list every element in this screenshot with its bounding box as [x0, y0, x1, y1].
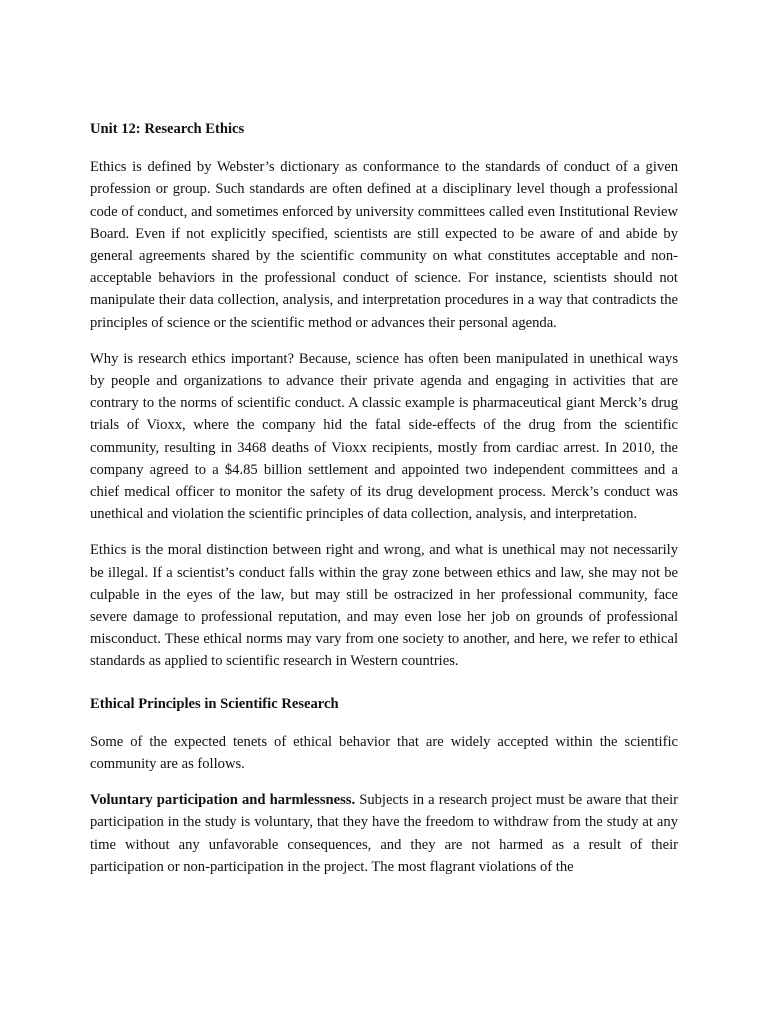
voluntary-participation-text: Subjects in a research project must be aware that their participation in the study is voluntary, that they have the freedom to withdraw from the study at any time without any unfavorable consequences, and they are not harmed as a result of their participation or non-participation in the project. The most flagrant violations of the	[90, 792, 678, 875]
section-heading: Ethical Principles in Scientific Research	[90, 695, 339, 712]
document-page	[90, 118, 678, 892]
unit-title: Unit 12: Research Ethics	[90, 121, 245, 137]
paragraph-ethics-definition: Ethics is defined by Webster’s dictionary as conformance to the standards of conduct of a given profession or group. Such standards are often defined at a disciplinary level though a professional code of conduct, and sometimes enforced by university committees called even Institutional Review Board. Even if not explicitly specified, scientists are still expected to be aware of and abide by general agreements shared by the scientific community on what constitutes acceptable and non-acceptable behaviors in the professional conduct of science. For instance, scientists should not manipulate their data collection, analysis, and interpretation procedures in a way that contradicts the principles of science or the scientific method or advances their personal agenda.	[90, 159, 678, 331]
paragraph-research-ethics-importance: Why is research ethics important? Because, science has often been manipulated in unethical ways by people and organizations to advance their private agenda and engaging in activities that are contrary to the norms of scientific conduct. A classic example is pharmaceutical giant Merck’s drug trials of Vioxx, where the company hid the fatal side-effects of the drug from the scientific community, resulting in 3468 deaths of Vioxx recipients, mostly from cardiac arrest. In 2010, the company agreed to a $4.85 billion settlement and appointed two independent committees and a chief medical officer to monitor the safety of its drug development process. Merck’s conduct was unethical and violation the scientific principles of data collection, analysis, and interpretation.	[90, 350, 678, 523]
paragraph-voluntary-participation	[90, 789, 678, 878]
paragraph-ethics-vs-law: Ethics is the moral distinction between right and wrong, and what is unethical may not necessarily be illegal. If a scientist’s conduct falls within the gray zone between ethics and law, she may not be culpable in the eyes of the law, but may still be ostracized in her professional community, face severe damage to professional reputation, and may even lose her job on grounds of professional misconduct. These ethical norms may vary from one society to another, and here, we refer to ethical standards as applied to scientific research in Western countries.	[90, 542, 678, 670]
voluntary-participation-heading: Voluntary participation and harmlessness.	[90, 792, 356, 809]
paragraph-tenets-intro: Some of the expected tenets of ethical behavior that are widely accepted within the scientific community are as follows.	[90, 733, 678, 773]
